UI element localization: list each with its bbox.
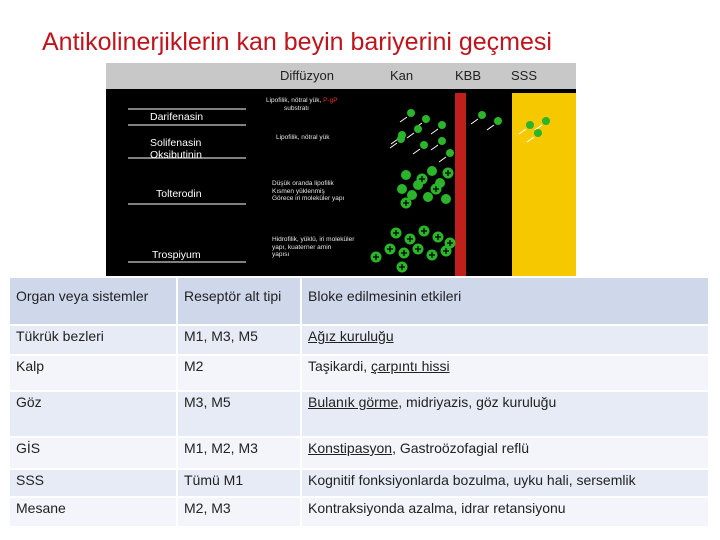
organ-cell: Tükrük bezleri [9,325,177,355]
receptor-cell: M3, M5 [177,391,301,437]
table-row [9,469,709,497]
table-row [9,391,709,437]
neutral-molecule [542,117,550,125]
note-solifenasin: Lipofilik, nötral yük [276,134,330,141]
effect-cell [301,325,709,355]
drug-trospiyum: Trospiyum [152,249,201,261]
header-diffusion: Diffüzyon [280,68,334,83]
effect-text: , midriyazis, göz kuruluğu [398,394,557,410]
neutral-molecule [478,111,486,119]
organ-cell: Kalp [9,355,177,391]
organ-cell: Göz [9,391,177,437]
molecule-tail [487,125,494,130]
neutral-molecule [526,121,534,129]
receptor-cell: Tümü M1 [177,469,301,497]
neutral-molecule [534,129,542,137]
neutral-molecule [401,170,411,180]
header-receptor: Reseptör alt tipi [177,277,301,325]
table-row [9,497,709,527]
organ-cell: SSS [9,469,177,497]
effect-text: Taşikardi, [308,358,372,374]
neutral-molecule [438,137,446,145]
neutral-molecule [446,149,454,157]
neutral-molecule [397,135,405,143]
neutral-molecule [423,192,433,202]
molecule-tail [439,157,446,162]
effect-text: Kontraksiyonda azalma, idrar retansiyonu [308,500,566,516]
header-bbb: KBB [455,68,482,83]
header-cns: SSS [511,68,538,83]
note-trospiyum: Hidrofilik, yüklü, iri moleküler yapı, kuaterner amin yapısı [272,236,355,258]
effect-text: çarpıntı hissi [371,358,450,374]
effects-table [8,276,710,528]
table-header-row [9,277,709,325]
page-title: Antikolinerjiklerin kan beyin bariyerini geçmesi [42,28,552,56]
molecule-tail [431,129,438,134]
note-darifenasin: Lipofilik, nötral yük, P-gP substratı [266,97,338,112]
molecule-tail [431,145,438,150]
neutral-molecule [427,166,437,176]
neutral-molecule [441,194,451,204]
neutral-molecule [438,121,446,129]
effect-cell [301,497,709,527]
effect-text: Konstipasyon [308,440,393,456]
note-tolterodin: Düşük oranda lipofilik Kısmen yüklenmiş Görece iri moleküler yapı [272,180,345,202]
effect-text: Kognitif fonksiyonlarda bozulma, uyku hali, sersemlik [308,472,636,488]
effect-text: Bulanık görme [308,394,399,410]
neutral-molecule [494,117,502,125]
neutral-molecule [420,141,428,149]
effect-cell [301,469,709,497]
effect-text: , Gastroözofagial reflü [392,440,530,456]
drug-tolterodin: Tolterodin [156,188,202,200]
drug-solifenasin: Solifenasin [150,137,202,149]
effect-cell [301,391,709,437]
molecule-tail [413,149,420,154]
table-row [9,355,709,391]
receptor-cell: M1, M2, M3 [177,437,301,469]
receptor-cell: M1, M3, M5 [177,325,301,355]
effect-cell [301,355,709,391]
header-effect: Bloke edilmesinin etkileri [301,277,709,325]
neutral-molecule [397,184,407,194]
header-organ: Organ veya sistemler [9,277,177,325]
molecule-tail [400,117,407,122]
header-blood: Kan [390,68,414,83]
organ-cell: GİS [9,437,177,469]
effect-cell [301,437,709,469]
receptor-cell: M2, M3 [177,497,301,527]
neutral-molecule [407,109,415,117]
figure-header [106,63,576,89]
receptor-cell: M2 [177,355,301,391]
molecule-tail [471,119,478,124]
molecule-tail [407,133,414,138]
neutral-molecule [422,115,430,123]
bbb-barrier [455,93,466,276]
table-row [9,437,709,469]
organ-cell: Mesane [9,497,177,527]
neutral-molecule [414,125,422,133]
drug-oksibutinin: Oksibutinin [150,149,202,161]
table-row [9,325,709,355]
bbb-diffusion-figure [106,63,576,276]
effect-text: Ağız kuruluğu [308,328,394,344]
drug-darifenasin: Darifenasin [150,111,204,123]
